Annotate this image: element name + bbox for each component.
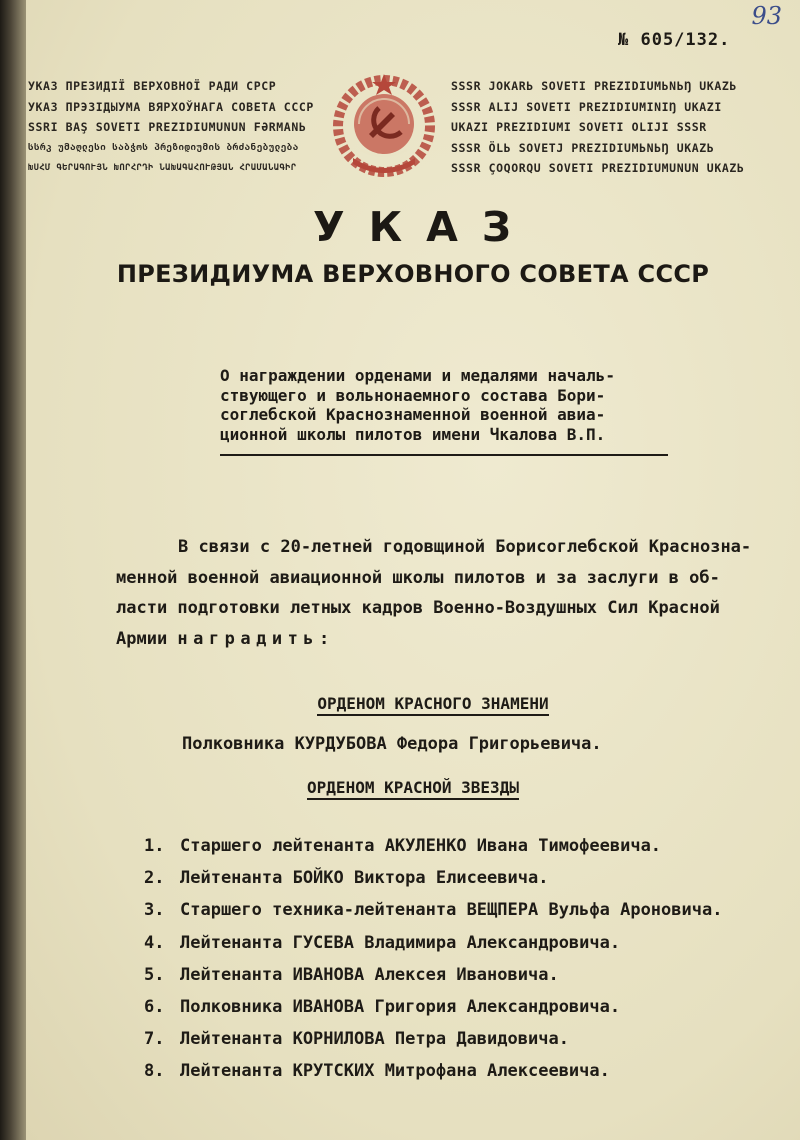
decree-title: УКАЗ: [313, 203, 535, 251]
header-left-line: УКАЗ ПРЭЗІДЫУМА ВЯРХОЎНАГА СОВЕТА СССР: [28, 99, 314, 114]
subject-line: ствующего и вольнонаемного состава Бори-: [220, 385, 606, 405]
body-line: В связи с 20-летней годовщиной Борисоглебской Краснозна-: [178, 537, 752, 557]
list-item: [144, 991, 722, 1023]
red-star-recipient-list: [144, 830, 722, 1088]
archive-sheet-number: 93: [751, 2, 782, 30]
list-item-number: 2.: [144, 868, 165, 889]
subject-line: О награждении орденами и медалями началь-: [220, 366, 615, 385]
list-item-number: 5.: [144, 964, 165, 985]
body-line: ласти подготовки летных кадров Военно-Воздушных Сил Красной: [116, 598, 720, 618]
list-item: [144, 894, 722, 926]
order-heading-text: ОРДЕНОМ КРАСНОГО ЗНАМЕНИ: [317, 694, 548, 716]
header-right-line: SSSR JOKARЬ SOVETI PREZIDIUMЬNЬŊ UKAZЬ: [451, 79, 737, 93]
order-red-banner-recipient: Полковника КУРДУБОВА Федора Григорьевича.: [182, 734, 602, 754]
header-left-line: SSRI BAŞ SOVETI PREZIDIUMUNUN FƏRMANЬ: [28, 120, 307, 134]
list-item-number: 8.: [144, 1061, 165, 1082]
subject-line: соглебской Краснознаменной военной авиа-: [220, 405, 606, 424]
list-item-number: 6.: [144, 997, 165, 1018]
header-right-line: SSSR ÇOQORQU SOVETI PREZIDIUMUNUN UKAZЬ: [451, 161, 745, 175]
list-item: [144, 862, 722, 894]
list-item-text: Полковника ИВАНОВА Григория Александровича.: [180, 997, 621, 1018]
header-right-block: [451, 76, 744, 179]
header-left-line: სსრკ უმაღლესი საბჭოს პრეზიდიუმის ბრძანებულება: [28, 142, 299, 153]
document-number: № 605/132.: [618, 30, 731, 50]
header-right-line: SSSR ALIJ SOVETI PREZIDIUMINIŊ UKAZI: [451, 99, 722, 114]
list-item-text: Старшего техника-лейтенанта ВЕЩПЕРА Вульфа Ароновича.: [180, 900, 723, 921]
header-left-line: УКАЗ ПРЕЗИДІЇ ВЕРХОВНОЇ РАДИ СРСР: [28, 79, 277, 93]
list-item-number: 4.: [144, 932, 165, 953]
order-heading-red-star: [26, 778, 800, 797]
document-page: [26, 0, 800, 1140]
list-item: [144, 1055, 722, 1087]
list-item-text: Лейтенанта БОЙКО Виктора Елисеевича.: [180, 868, 549, 889]
order-heading-red-banner: [26, 694, 800, 713]
subject-line: ционной школы пилотов имени Чкалова В.П.: [220, 424, 606, 444]
header-left-line: ԽՍՀՄ ԳԵՐԱԳՈՒՅՆ ԽՈՐՀՐԴԻ ՆԱԽԱԳԱՀՈՒԹՅԱՆ ՀՐԱՄԱՆԱԳԻՐ: [28, 163, 297, 173]
subject-underline: [220, 454, 668, 456]
decree-subject: [220, 366, 615, 444]
decree-subtitle: ПРЕЗИДИУМА ВЕРХОВНОГО СОВЕТА СССР: [116, 260, 710, 288]
header-left-block: [28, 76, 314, 179]
list-item: [144, 1023, 722, 1055]
list-item-text: Лейтенанта КОРНИЛОВА Петра Давидовича.: [180, 1029, 569, 1050]
header-right-line: UKAZI PREZIDIUMI SOVETI OLIJI SSSR: [451, 120, 707, 134]
body-line: менной военной авиационной школы пилотов и за заслуги в об-: [116, 567, 720, 588]
list-item-text: Лейтенанта ГУСЕВА Владимира Александровича.: [180, 932, 621, 953]
list-item-text: Старшего лейтенанта АКУЛЕНКО Ивана Тимофеевича.: [180, 836, 662, 856]
list-item-number: 3.: [144, 900, 165, 921]
scan-left-edge: [0, 0, 26, 1140]
ussr-coat-of-arms-icon: [331, 66, 437, 178]
decree-body: [116, 532, 752, 654]
list-item: [144, 927, 722, 959]
body-line-final: [116, 624, 751, 655]
body-line-award-verb: наградить:: [177, 628, 335, 649]
list-item-text: Лейтенанта КРУТСКИХ Митрофана Алексеевича.: [180, 1061, 610, 1082]
list-item-number: 1.: [144, 836, 165, 856]
list-item: [144, 830, 722, 862]
order-heading-text: ОРДЕНОМ КРАСНОЙ ЗВЕЗДЫ: [307, 778, 519, 800]
list-item-text: Лейтенанта ИВАНОВА Алексея Ивановича.: [180, 964, 559, 985]
list-item: [144, 959, 722, 991]
body-line-prefix: Армии: [116, 628, 178, 649]
header-right-line: SSSR ÖLЬ SOVETJ PREZIDIUMЬNЬŊ UKAZЬ: [451, 140, 715, 155]
list-item-number: 7.: [144, 1029, 165, 1050]
